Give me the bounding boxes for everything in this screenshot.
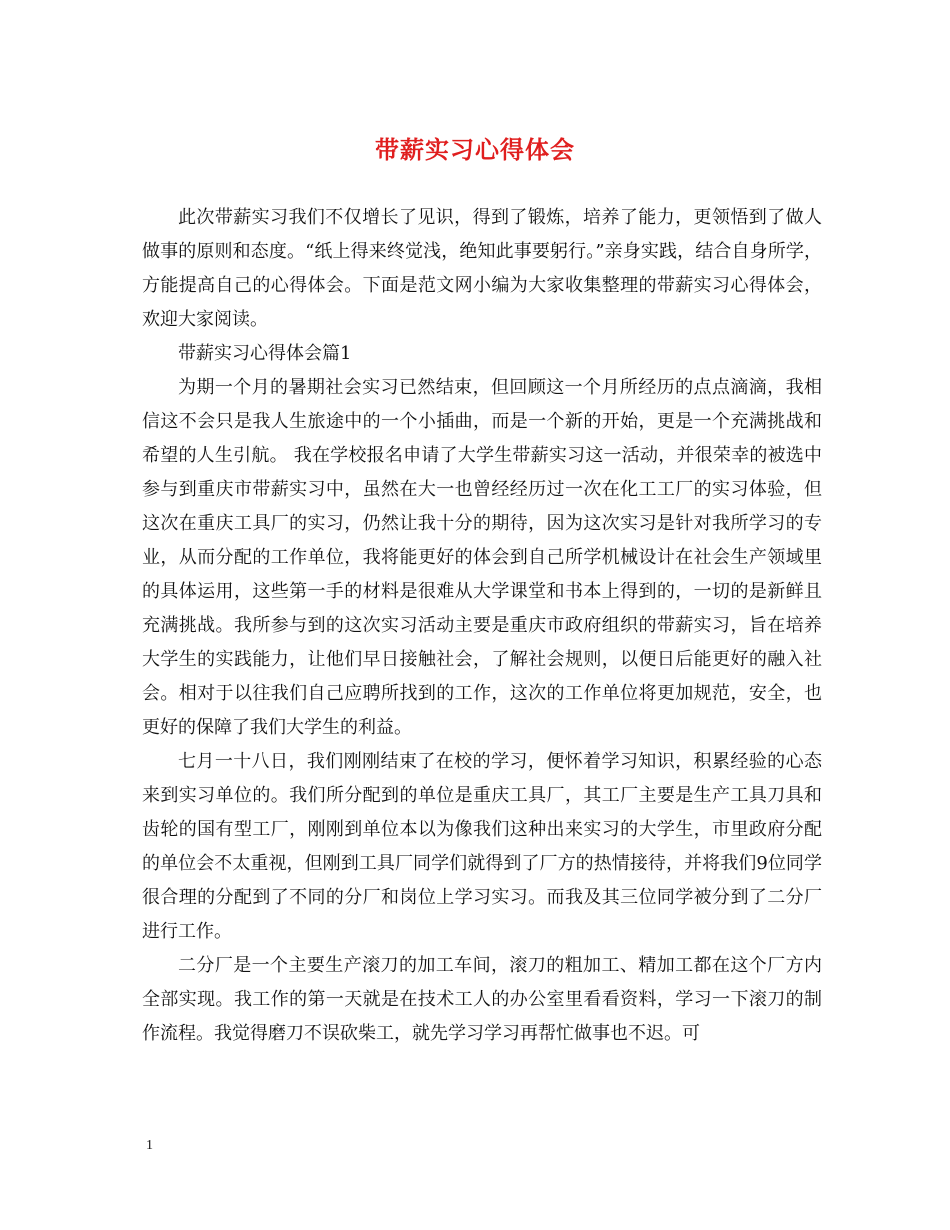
page-number: 1 bbox=[146, 1138, 153, 1153]
paragraph-intro: 此次带薪实习我们不仅增长了见识，得到了锻炼，培养了能力，更领悟到了做人做事的原则和态度。“纸上得来终觉浅，绝知此事要躬行。”亲身实践，结合自身所学，方能提高自己的心得体会。下面是范文网小编为大家收集整理的带薪实习心得体会，欢迎大家阅读。 bbox=[142, 207, 822, 330]
section-heading: 带薪实习心得体会篇1 bbox=[178, 343, 352, 364]
paragraph-1: 为期一个月的暑期社会实习已然结束，但回顾这一个月所经历的点点滴滴，我相信这不会只是我人生旅途中的一个小插曲，而是一个新的开始，更是一个充满挑战和希望的人生引航。 我在学校报名申请了大学生带薪实习这一活动，并很荣幸的被选中参与到重庆市带薪实习中，虽然在大一也曾经经历过一次在化工工厂的实习体验，但这次在重庆工具厂的实习，仍然让我十分的期待，因为这次实习是针对我所学习的专业，从而分配的工作单位，我将能更好的体会到自己所学机械设计在社会生产领域里的具体运用，这些第一手的材料是很难从大学课堂和书本上得到的，一切的是新鲜且充满挑战。我所参与到的这次实习活动主要是重庆市政府组织的带薪实习，旨在培养大学生的实践能力，让他们早日接触社会，了解社会规则，以便日后能更好的融入社会。相对于以往我们自己应聘所找到的工作，这次的工作单位将更加规范，安全，也更好的保障了我们大学生的利益。 bbox=[142, 377, 822, 738]
paragraph-3: 二分厂是一个主要生产滚刀的加工车间，滚刀的粗加工、精加工都在这个厂方内全部实现。我工作的第一天就是在技术工人的办公室里看看资料，学习一下滚刀的制作流程。我觉得磨刀不误砍柴工，就先学习学习再帮忙做事也不迟。可 bbox=[142, 955, 822, 1044]
paragraph-2: 七月一十八日，我们刚刚结束了在校的学习，便怀着学习知识，积累经验的心态来到实习单位的。我们所分配到的单位是重庆工具厂，其工厂主要是生产工具刀具和齿轮的国有型工厂，刚刚到单位本以为像我们这种出来实习的大学生，市里政府分配的单位会不太重视，但刚到工具厂同学们就得到了厂方的热情接待，并将我们9位同学很合理的分配到了不同的分厂和岗位上学习实习。而我及其三位同学被分到了二分厂进行工作。 bbox=[142, 751, 822, 942]
document-title: 带薪实习心得体会 bbox=[375, 135, 575, 164]
document-body bbox=[142, 201, 822, 1051]
